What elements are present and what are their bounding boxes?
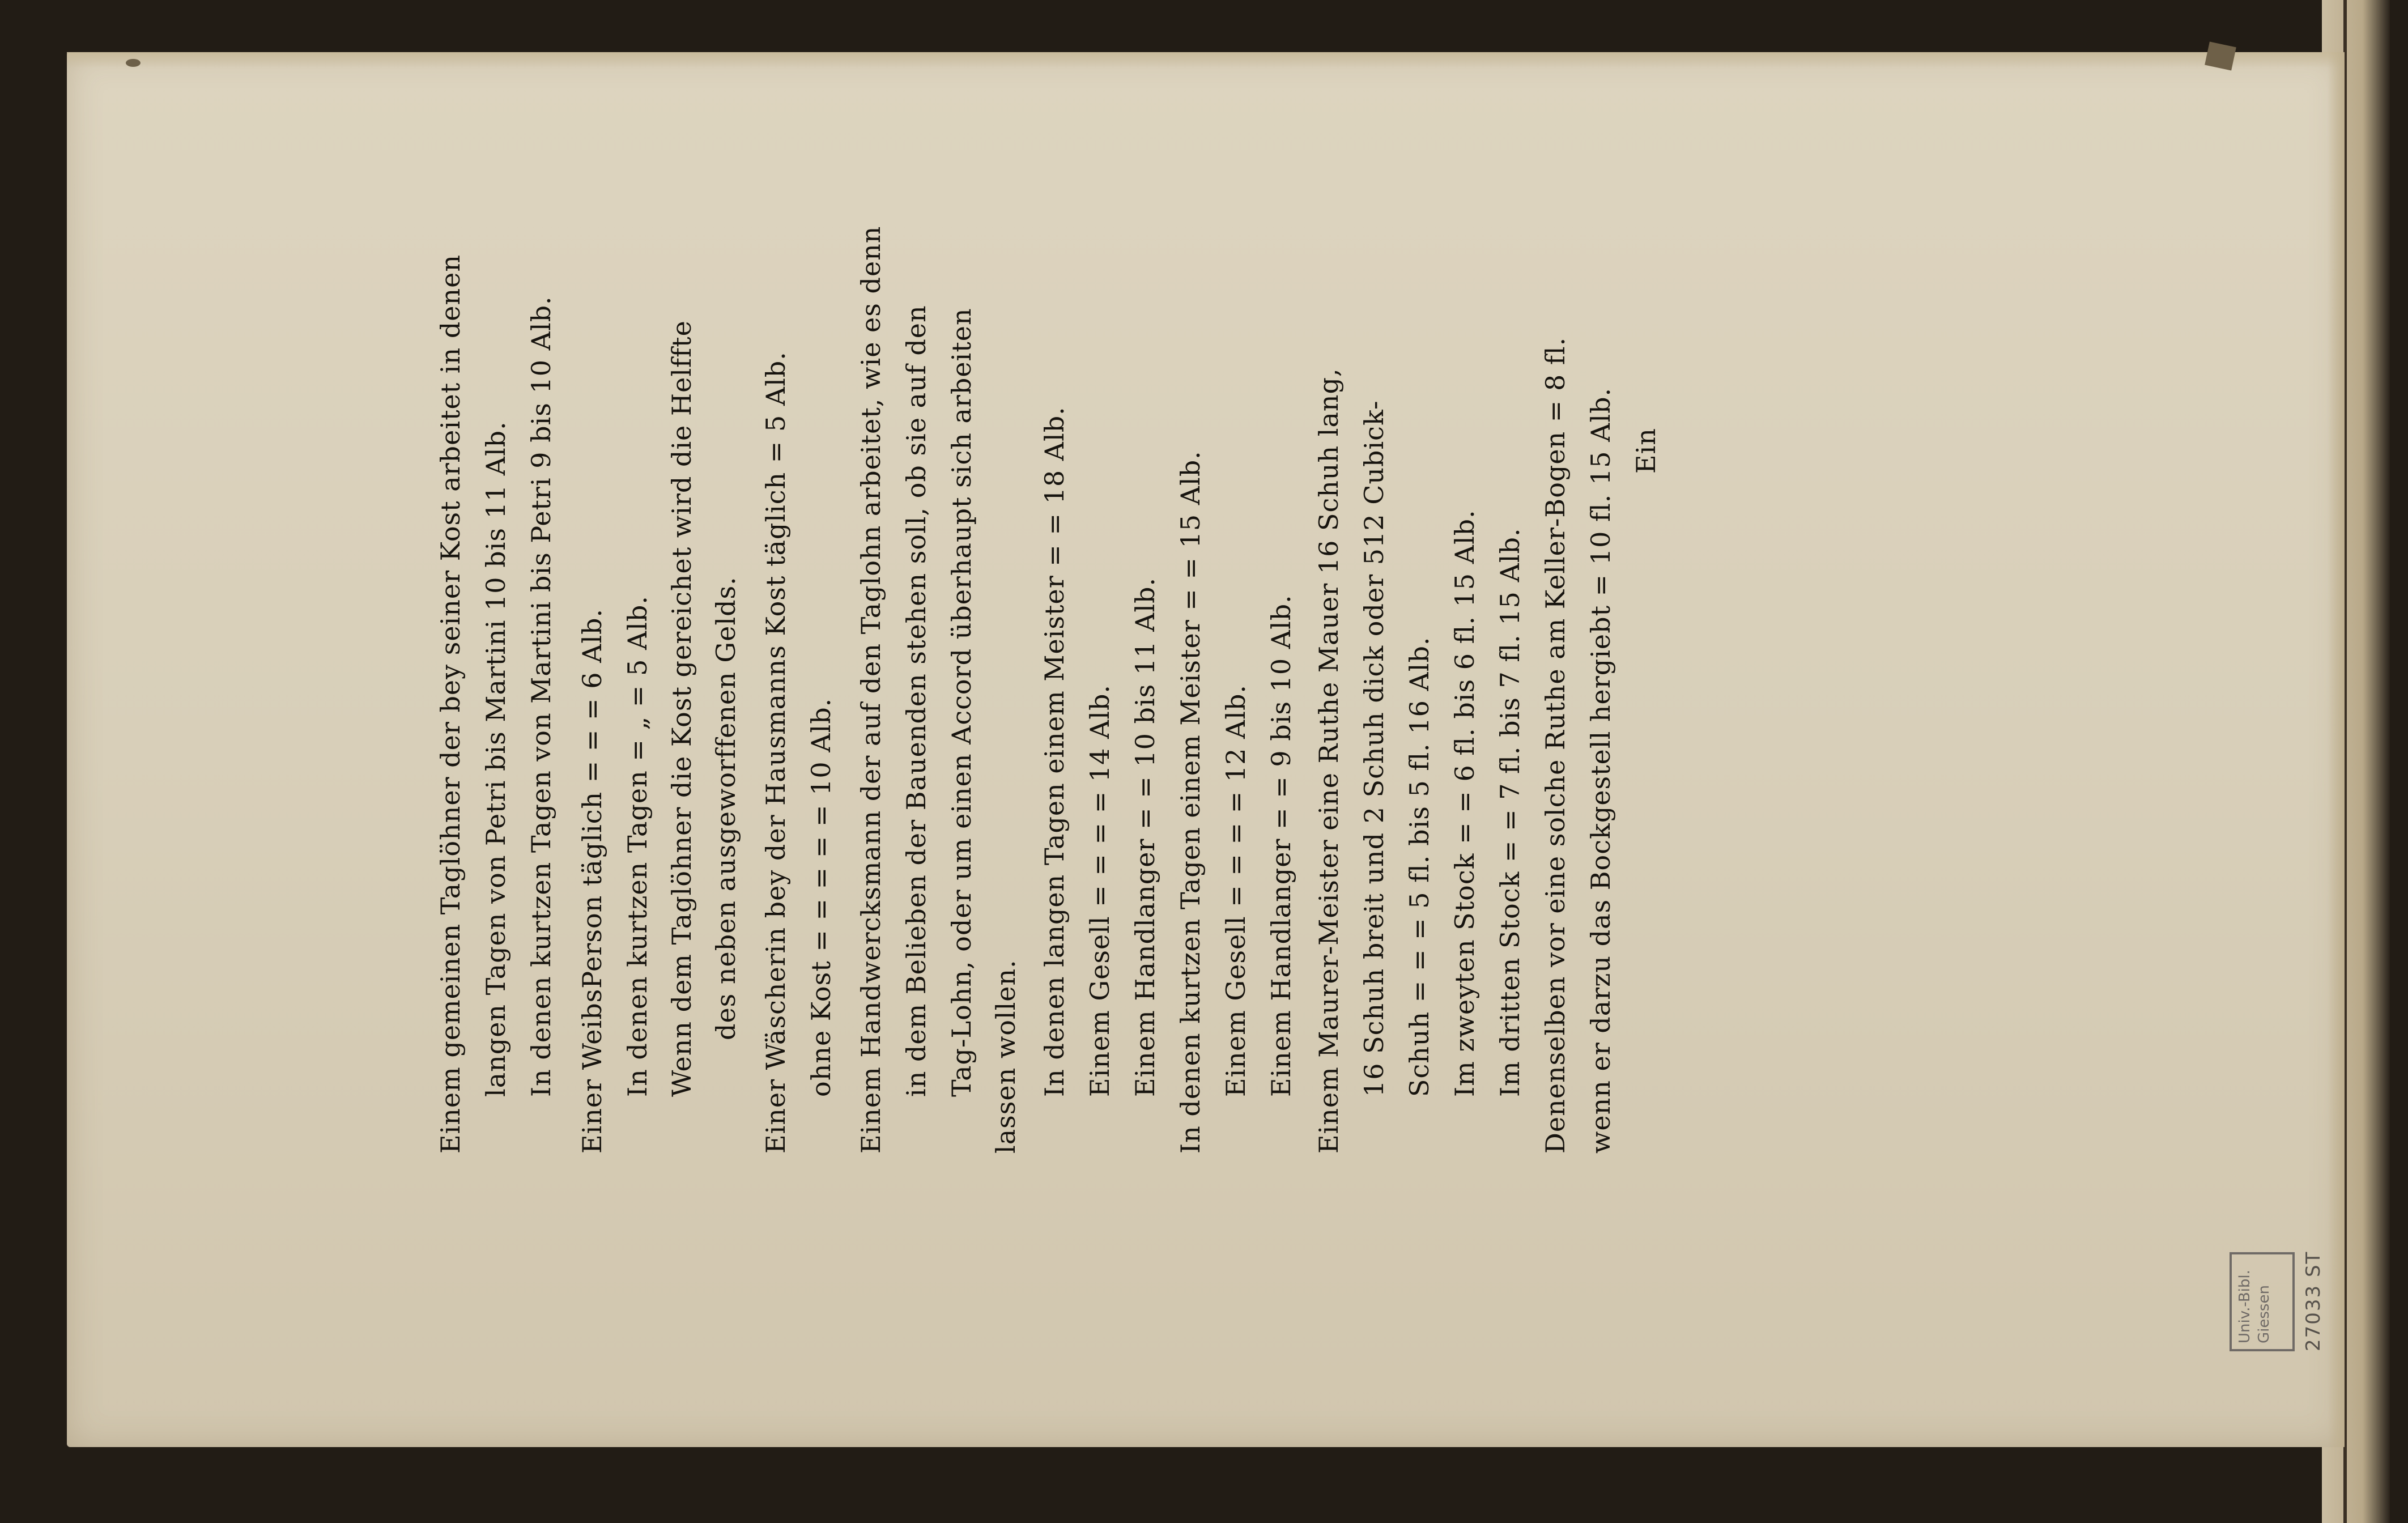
text-line: lassen wollen. xyxy=(990,959,1021,1154)
text-line: ohne Kost = = = = = 10 Alb. xyxy=(806,697,836,1097)
text-line: Tag-Lohn, oder um einen Accord überhaupt sich arbeiten xyxy=(946,308,977,1097)
text-line: Einem gemeinen Taglöhner der bey seiner Kost arbeitet in denen xyxy=(435,254,466,1154)
shelf-number: 27033 ST xyxy=(2302,1250,2325,1351)
text-line: In denen kurtzen Tagen = „ = 5 Alb. xyxy=(622,595,653,1097)
text-line: Einem Maurer-Meister eine Ruthe Mauer 16 Schuh lang, xyxy=(1313,368,1344,1154)
text-line: Einem Handlanger = = 9 bis 10 Alb. xyxy=(1266,594,1296,1097)
text-line: Schuh = = = 5 fl. bis 5 fl. 16 Alb. xyxy=(1404,636,1435,1097)
stamp-line-2: Giessen xyxy=(2256,1285,2273,1343)
library-stamp xyxy=(2230,1181,2343,1351)
text-line: In denen kurtzen Tagen einem Meister = = 15 Alb. xyxy=(1175,450,1206,1154)
text-line: Einer WeibsPerson täglich = = = 6 Alb. xyxy=(577,608,607,1154)
text-line: 16 Schuh breit und 2 Schuh dick oder 512 Cubick- xyxy=(1359,400,1389,1097)
text-line: In denen kurtzen Tagen von Martini bis Petri 9 bis 10 Alb. xyxy=(526,296,556,1097)
page-top-edge xyxy=(67,52,2345,68)
catchword: Ein xyxy=(1631,428,1661,474)
text-line: des neben ausgeworffenen Gelds. xyxy=(711,576,741,1040)
text-line: Einer Wäscherin bey der Hausmanns Kost täglich = 5 Alb. xyxy=(760,351,791,1154)
text-line: Einem Gesell = = = = 12 Alb. xyxy=(1220,684,1251,1097)
text-line: Einem Handwercksmann der auf den Taglohn arbeitet, wie es denn xyxy=(856,226,886,1154)
text-line: Denenselben vor eine solche Ruthe am Keller-Bogen = 8 fl. xyxy=(1540,337,1571,1154)
text-line: wenn er darzu das Bockgestell hergiebt = 10 fl. 15 Alb. xyxy=(1585,387,1616,1154)
text-line: Im zweyten Stock = = 6 fl. bis 6 fl. 15 Alb. xyxy=(1449,509,1480,1097)
page-mark xyxy=(126,59,141,67)
text-line: Einem Gesell = = = = 14 Alb. xyxy=(1084,684,1115,1097)
text-line: Wenn dem Taglöhner die Kost gereichet wird die Helffte xyxy=(666,320,697,1097)
stamp-line-1: Univ.-Bibl. xyxy=(2236,1270,2253,1343)
text-line: Einem Handlanger = = 10 bis 11 Alb. xyxy=(1130,577,1160,1097)
page-text xyxy=(431,226,1949,1154)
text-line: in dem Belieben der Bauenden stehen soll, ob sie auf den xyxy=(901,305,931,1097)
text-line: Im dritten Stock = = 7 fl. bis 7 fl. 15 Alb. xyxy=(1495,527,1525,1097)
text-line: In denen langen Tagen einem Meister = = 18 Alb. xyxy=(1039,406,1070,1097)
stamp-box xyxy=(2230,1252,2295,1351)
text-line: langen Tagen von Petri bis Martini 10 bis 11 Alb. xyxy=(480,421,511,1097)
